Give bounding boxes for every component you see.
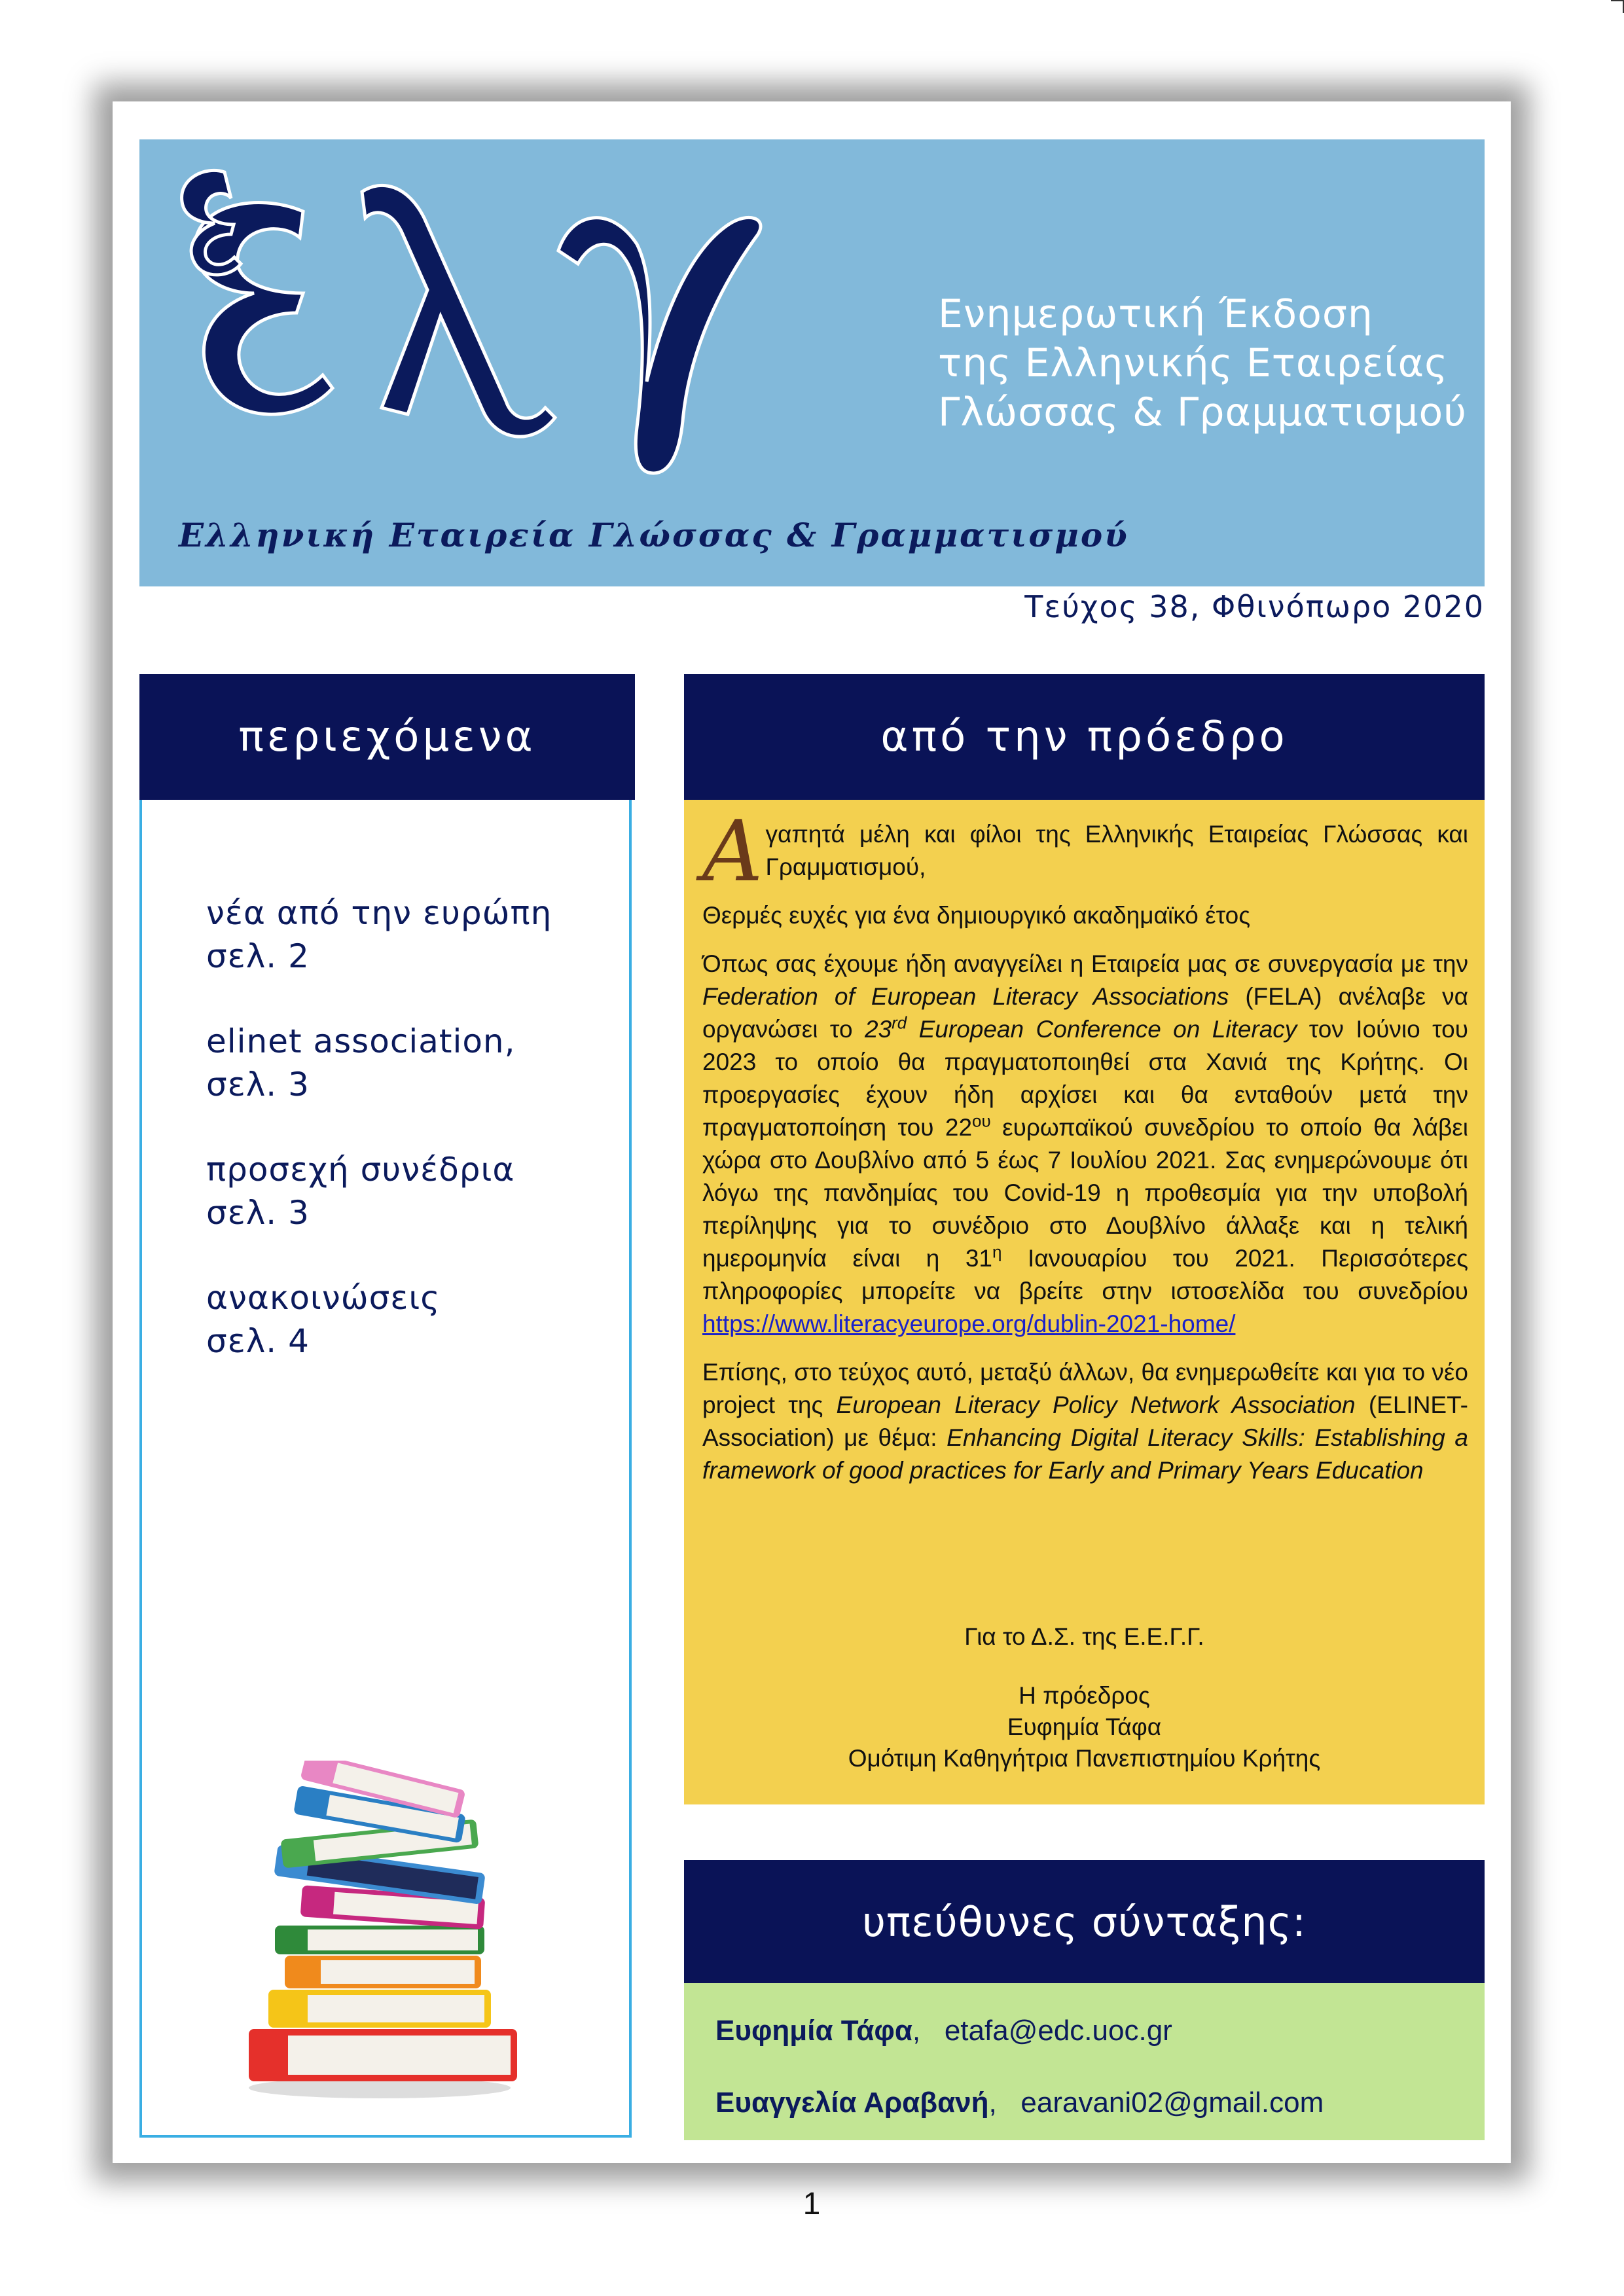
president-heading: από την πρόεδρο	[684, 674, 1485, 800]
wishes: Θερμές ευχές για ένα δημιουργικό ακαδημαϊκό έτος	[702, 902, 1251, 929]
paragraph-2	[702, 1356, 1468, 1487]
conference-name: European Conference on Literacy	[907, 1016, 1297, 1043]
toc-item-page: σελ. 4	[206, 1322, 310, 1360]
toc-item[interactable]	[206, 891, 612, 978]
editor-name: Ευφημία Τάφα	[715, 2015, 912, 2047]
sign-for: Για το Δ.Σ. της Ε.Ε.Γ.Γ.	[964, 1623, 1204, 1650]
superscript: rd	[892, 1013, 907, 1033]
issue-label: Τεύχος 38, Φθινόπωρο 2020	[1024, 589, 1485, 624]
elinet-name: European Literacy Policy Network Association	[836, 1391, 1356, 1418]
toc-item-page: σελ. 3	[206, 1066, 310, 1103]
page-corner-mark	[1611, 0, 1624, 13]
editor-entry: Ευφημία Τάφα, etafa@edc.uoc.gr	[715, 2015, 1172, 2047]
toc-heading: περιεχόμενα	[139, 674, 635, 800]
logo-icon	[166, 166, 807, 512]
text: Όπως σας έχουμε ήδη αναγγείλει η Εταιρεία μας σε συνεργασία με την	[702, 950, 1468, 977]
greeting: γαπητά μέλη και φίλοι της Ελληνικής Εταιρείας Γλώσσας και Γραμματισμού,	[765, 821, 1468, 880]
masthead	[139, 139, 1485, 586]
editor-entry: Ευαγγελία Αραβανή, earavani02@gmail.com	[715, 2087, 1324, 2119]
conference-link[interactable]: https://www.literacyeurope.org/dublin-2021-home/	[702, 1310, 1236, 1337]
logo-tagline: Ελληνική Εταιρεία Γλώσσας & Γραμματισμού	[179, 516, 1129, 554]
sign-title: Ομότιμη Καθηγήτρια Πανεπιστημίου Κρήτης	[848, 1745, 1321, 1772]
newsletter-title	[938, 290, 1475, 437]
superscript: ου	[972, 1111, 991, 1131]
toc-item-page: σελ. 2	[206, 937, 310, 975]
toc-list	[206, 891, 612, 1405]
text: 23	[864, 1016, 892, 1043]
project-topic: Enhancing Digital Literacy Skills: Establishing a framework of good practices for Early and Primary Years Education	[702, 1424, 1468, 1484]
toc-item[interactable]	[206, 1020, 612, 1106]
toc-item-title: ανακοινώσεις	[206, 1279, 441, 1317]
editors-heading: υπεύθυνες σύνταξης:	[684, 1860, 1485, 1983]
text: (ELINET-Association) με θέμα:	[702, 1391, 1468, 1451]
book-stack-icon	[229, 1761, 543, 2101]
dropcap: Α	[702, 803, 763, 901]
text: Επίσης, στο τεύχος αυτό, μεταξύ άλλων, θα ενημερωθείτε και για το νέο project της	[702, 1359, 1468, 1418]
editor-name: Ευαγγελία Αραβανή	[715, 2087, 989, 2119]
text: τον Ιούνιο του 2023 το οποίο θα πραγματοποιηθεί στα Χανιά της Κρήτης. Οι προεργασίες έχουν ήδη αρχίσει και θα ενταθούν μετά την πραγματοποίηση του 22	[702, 1016, 1468, 1141]
editor-email[interactable]: etafa@edc.uoc.gr	[944, 2015, 1172, 2047]
toc-item[interactable]	[206, 1276, 612, 1363]
sign-name: Ευφημία Τάφα	[1007, 1713, 1162, 1740]
fela-name: Federation of European Literacy Associations	[702, 983, 1229, 1010]
toc-item-page: σελ. 3	[206, 1194, 310, 1232]
page-number: 1	[803, 2187, 821, 2221]
superscript: η	[992, 1242, 1002, 1262]
text: ευρωπαϊκού συνεδρίου το οποίο θα λάβει χώρα στο Δουβλίνο από 5 έως 7 Ιουλίου 2021. Σας ενημερώνουμε ότι λόγω της πανδημίας του Covid-19 η προθεσμία για την υποβολή περίληψης για το συνέδριο στο Δουβλίνο άλλαξε και η τελική ημερομηνία είναι η 31	[702, 1114, 1469, 1272]
text: Ιανουαρίου του 2021. Περισσότερες πληροφορίες μπορείτε να βρείτε στην ιστοσελίδα του συνεδρίου	[702, 1245, 1468, 1304]
sign-role: Η πρόεδρος	[1019, 1682, 1150, 1709]
text: (FELA) ανέλαβε να οργανώσει το	[702, 983, 1468, 1043]
greeting-paragraph	[702, 803, 1468, 901]
editor-email[interactable]: earavani02@gmail.com	[1020, 2087, 1324, 2119]
toc-item-title: νέα από την ευρώπη	[206, 894, 552, 932]
title-line-3: Γλώσσας & Γραμματισμού	[938, 389, 1467, 435]
toc-item-title: elinet association,	[206, 1022, 516, 1060]
president-text	[702, 803, 1469, 1503]
title-line-1: Ενημερωτική Έκδοση	[938, 291, 1373, 337]
paragraph-1	[702, 948, 1468, 1340]
president-message	[684, 800, 1485, 1804]
toc-item[interactable]	[206, 1148, 612, 1234]
title-line-2: της Ελληνικής Εταιρείας	[938, 340, 1449, 386]
editors-list	[684, 1983, 1485, 2140]
toc-item-title: προσεχή συνέδρια	[206, 1151, 515, 1189]
